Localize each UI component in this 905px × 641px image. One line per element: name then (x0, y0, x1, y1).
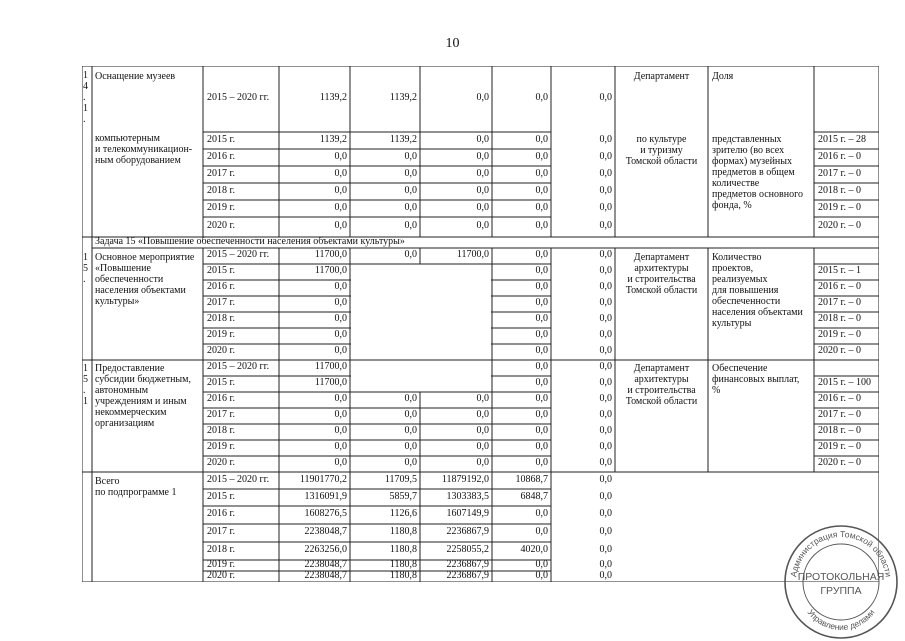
total-value-v1: 1608276,5 (304, 508, 347, 519)
value-cell-v4: 0,0 (535, 377, 548, 388)
total-value-v3: 2236867,9 (446, 558, 489, 570)
period-cell: 2015 г. (207, 133, 235, 145)
value-cell-v5: 0,0 (599, 220, 612, 231)
total-value-v2: 1180,8 (389, 544, 417, 555)
value-cell-v1: 11700,0 (314, 265, 347, 276)
row-number: 1 5 . 1 (83, 363, 88, 407)
page-number: 10 (445, 36, 460, 51)
measure-title-cont: компьютерным и телекоммуникацион- ным оборудованием (95, 133, 193, 166)
value-cell-v3: 0,0 (476, 425, 489, 436)
value-cell-v3: 0,0 (476, 441, 489, 452)
total-value-v5: 0,0 (599, 526, 612, 537)
total-value-v2: 1180,8 (389, 569, 417, 581)
period-cell: 2015 г. (207, 265, 235, 276)
period-cell: 2020 г. (207, 569, 235, 581)
totals-title: Всего по подпрограмме 1 (95, 476, 177, 498)
value-cell-v4: 0,0 (535, 249, 548, 260)
period-cell: 2015 – 2020 гг. (207, 92, 270, 103)
value-cell-v1: 0,0 (334, 441, 347, 452)
row-number: 1 5 . (83, 252, 88, 285)
period-cell: 2019 г. (207, 558, 235, 570)
value-cell-v2: 0,0 (404, 167, 417, 179)
value-cell-v4: 0,0 (535, 150, 548, 162)
target-cell: 2019 г. – 0 (818, 441, 861, 452)
total-value-v4: 4020,0 (520, 544, 548, 555)
value-cell-v5: 0,0 (599, 393, 612, 404)
total-value-v2: 1180,8 (389, 558, 417, 570)
total-value-v5: 0,0 (599, 569, 612, 581)
period-cell: 2015 – 2020 гг. (207, 249, 270, 260)
period-cell: 2015 – 2020 гг. (207, 361, 270, 372)
value-cell-v2: 0,0 (404, 150, 417, 162)
total-value-v1: 2238048,7 (304, 526, 347, 537)
value-cell-v3: 0,0 (476, 409, 489, 420)
total-value-v3: 11879192,0 (441, 473, 489, 485)
value-cell-v1: 11700,0 (314, 249, 347, 260)
period-cell: 2020 г. (207, 345, 235, 356)
value-cell-v4: 0,0 (535, 313, 548, 324)
value-cell-v4: 0,0 (535, 265, 548, 276)
value-cell-v3: 0,0 (476, 457, 489, 468)
value-cell-v2: 1139,2 (389, 133, 417, 145)
period-cell: 2020 г. (207, 220, 235, 231)
value-cell-v4: 0,0 (535, 133, 548, 145)
value-cell-v4: 0,0 (535, 297, 548, 308)
value-cell-v5: 0,0 (599, 329, 612, 340)
total-value-v4: 10868,7 (515, 473, 548, 485)
value-cell-v1: 0,0 (334, 201, 347, 213)
total-value-v3: 1303383,5 (446, 490, 489, 502)
value-cell-v1: 0,0 (334, 457, 347, 468)
period-cell: 2016 г. (207, 281, 235, 292)
value-cell-v5: 0,0 (599, 377, 612, 388)
value-cell-v4: 0,0 (535, 167, 548, 179)
value-cell-v5: 0,0 (599, 184, 612, 196)
stamp-line-1: ПРОТОКОЛЬНАЯ (797, 571, 885, 583)
merged-cell-mask (351, 375, 491, 377)
value-cell-v3: 0,0 (476, 92, 489, 103)
period-cell: 2016 г. (207, 150, 235, 162)
total-value-v1: 2263256,0 (304, 544, 347, 555)
total-value-v1: 1316091,9 (304, 490, 347, 502)
period-cell: 2015 г. (207, 490, 235, 502)
target-cell: 2020 г. – 0 (818, 457, 861, 468)
value-cell-v5: 0,0 (599, 150, 612, 162)
indicator-name: Обеспечение финансовых выплат, % (712, 363, 800, 396)
period-cell: 2017 г. (207, 167, 235, 179)
total-value-v1: 11901770,2 (299, 473, 347, 485)
period-cell: 2017 г. (207, 526, 235, 537)
period-cell: 2015 г. (207, 377, 235, 388)
value-cell-v2: 0,0 (404, 201, 417, 213)
value-cell-v5: 0,0 (599, 441, 612, 452)
value-cell-v4: 0,0 (535, 361, 548, 372)
target-cell: 2019 г. – 0 (818, 201, 861, 213)
period-cell: 2018 г. (207, 313, 235, 324)
period-cell: 2016 г. (207, 508, 235, 519)
value-cell-v1: 0,0 (334, 150, 347, 162)
task-15-heading: Задача 15 «Повышение обеспеченности населения объектами культуры» (95, 236, 405, 247)
period-cell: 2016 г. (207, 393, 235, 404)
target-cell: 2018 г. – 0 (818, 425, 861, 436)
target-cell: 2020 г. – 0 (818, 345, 861, 356)
total-value-v4: 6848,7 (520, 490, 548, 502)
total-value-v5: 0,0 (599, 508, 612, 519)
value-cell-v3: 0,0 (476, 220, 489, 231)
value-cell-v1: 0,0 (334, 281, 347, 292)
total-value-v5: 0,0 (599, 544, 612, 555)
responsible-dept-cont: по культуре и туризму Томской области (625, 134, 698, 167)
merged-cell-mask (351, 343, 491, 345)
value-cell-v5: 0,0 (599, 249, 612, 260)
target-cell: 2016 г. – 0 (818, 393, 861, 404)
value-cell-v4: 0,0 (535, 457, 548, 468)
target-cell: 2019 г. – 0 (818, 329, 861, 340)
value-cell-v4: 0,0 (535, 425, 548, 436)
value-cell-v1: 11700,0 (314, 377, 347, 388)
value-cell-v5: 0,0 (599, 457, 612, 468)
period-cell: 2019 г. (207, 201, 235, 213)
value-cell-v3: 0,0 (476, 184, 489, 196)
value-cell-v2: 0,0 (404, 220, 417, 231)
total-value-v4: 0,0 (535, 526, 548, 537)
total-value-v5: 0,0 (599, 558, 612, 570)
value-cell-v4: 0,0 (535, 345, 548, 356)
protocol-group-stamp (782, 523, 900, 641)
period-cell: 2017 г. (207, 409, 235, 420)
value-cell-v4: 0,0 (535, 92, 548, 103)
target-cell: 2015 г. – 1 (818, 265, 861, 276)
merged-cell-mask (351, 311, 491, 313)
value-cell-v1: 0,0 (334, 425, 347, 436)
period-cell: 2019 г. (207, 441, 235, 452)
period-cell: 2018 г. (207, 544, 235, 555)
merged-cell-mask (351, 279, 491, 281)
value-cell-v3: 11700,0 (456, 249, 489, 260)
measure-title: Основное мероприятие «Повышение обеспеченности населения объектами культуры» (95, 252, 195, 307)
target-cell: 2016 г. – 0 (818, 150, 861, 162)
value-cell-v2: 0,0 (404, 425, 417, 436)
value-cell-v3: 0,0 (476, 201, 489, 213)
total-value-v1: 2238048,7 (304, 558, 347, 570)
value-cell-v1: 0,0 (334, 184, 347, 196)
value-cell-v4: 0,0 (535, 409, 548, 420)
target-cell: 2017 г. – 0 (818, 167, 861, 179)
value-cell-v2: 0,0 (404, 249, 417, 260)
value-cell-v5: 0,0 (599, 281, 612, 292)
value-cell-v4: 0,0 (535, 281, 548, 292)
value-cell-v1: 1139,2 (319, 92, 347, 103)
value-cell-v3: 0,0 (476, 150, 489, 162)
value-cell-v1: 0,0 (334, 409, 347, 420)
total-value-v4: 0,0 (535, 508, 548, 519)
total-value-v5: 0,0 (599, 473, 612, 485)
value-cell-v5: 0,0 (599, 265, 612, 276)
value-cell-v1: 0,0 (334, 220, 347, 231)
total-value-v3: 1607149,9 (446, 508, 489, 519)
period-cell: 2018 г. (207, 425, 235, 436)
value-cell-v2: 0,0 (404, 409, 417, 420)
stamp-arc-bottom: Управление делами (805, 607, 877, 633)
total-value-v3: 2236867,9 (446, 526, 489, 537)
value-cell-v2: 1139,2 (389, 92, 417, 103)
total-value-v2: 1126,6 (389, 508, 417, 519)
value-cell-v4: 0,0 (535, 393, 548, 404)
total-value-v1: 2238048,7 (304, 569, 347, 581)
value-cell-v4: 0,0 (535, 201, 548, 213)
value-cell-v5: 0,0 (599, 133, 612, 145)
total-value-v3: 2236867,9 (446, 569, 489, 581)
value-cell-v4: 0,0 (535, 329, 548, 340)
target-cell: 2018 г. – 0 (818, 184, 861, 196)
target-cell: 2020 г. – 0 (818, 220, 861, 231)
responsible-dept: Департамент архитектуры и строительства Томской области (625, 252, 698, 296)
value-cell-v2: 0,0 (404, 393, 417, 404)
total-value-v5: 0,0 (599, 490, 612, 502)
value-cell-v3: 0,0 (476, 393, 489, 404)
responsible-dept: Департамент архитектуры и строительства Томской области (625, 363, 698, 407)
value-cell-v1: 0,0 (334, 345, 347, 356)
value-cell-v5: 0,0 (599, 167, 612, 179)
period-cell: 2019 г. (207, 329, 235, 340)
value-cell-v1: 0,0 (334, 329, 347, 340)
value-cell-v1: 11700,0 (314, 361, 347, 372)
value-cell-v1: 1139,2 (319, 133, 347, 145)
stamp-line-2: ГРУППА (820, 585, 862, 597)
value-cell-v1: 0,0 (334, 167, 347, 179)
period-cell: 2020 г. (207, 457, 235, 468)
value-cell-v4: 0,0 (535, 184, 548, 196)
value-cell-v2: 0,0 (404, 457, 417, 468)
merged-cell-mask (351, 327, 491, 329)
total-value-v2: 11709,5 (384, 473, 417, 485)
indicator-name-cont: представленных зрителю (во всех формах) музейных предметов в общем количестве предметов основного фонда, % (712, 134, 803, 211)
total-value-v2: 5859,7 (389, 490, 417, 502)
period-cell: 2017 г. (207, 297, 235, 308)
indicator-name: Доля (712, 71, 734, 82)
value-cell-v3: 0,0 (476, 133, 489, 145)
value-cell-v1: 0,0 (334, 393, 347, 404)
value-cell-v3: 0,0 (476, 167, 489, 179)
value-cell-v5: 0,0 (599, 361, 612, 372)
target-cell: 2017 г. – 0 (818, 297, 861, 308)
target-cell: 2018 г. – 0 (818, 313, 861, 324)
value-cell-v5: 0,0 (599, 409, 612, 420)
target-cell: 2015 г. – 28 (818, 133, 866, 145)
measure-title: Предоставление субсидии бюджетным, автономным учреждениям и иным некоммерческим организациям (95, 363, 191, 429)
value-cell-v2: 0,0 (404, 441, 417, 452)
merged-cell-mask (351, 295, 491, 297)
value-cell-v2: 0,0 (404, 184, 417, 196)
value-cell-v1: 0,0 (334, 313, 347, 324)
period-cell: 2018 г. (207, 184, 235, 196)
total-value-v4: 0,0 (535, 558, 548, 570)
target-cell: 2017 г. – 0 (818, 409, 861, 420)
value-cell-v4: 0,0 (535, 220, 548, 231)
total-value-v4: 0,0 (535, 569, 548, 581)
value-cell-v5: 0,0 (599, 313, 612, 324)
indicator-name: Количество проектов, реализуемых для повышения обеспеченности населения объектами культуры (712, 252, 803, 329)
value-cell-v1: 0,0 (334, 297, 347, 308)
target-cell: 2015 г. – 100 (818, 377, 871, 388)
period-cell: 2015 – 2020 гг. (207, 473, 270, 485)
total-value-v2: 1180,8 (389, 526, 417, 537)
subprogram-table (82, 66, 879, 582)
stamp-arc-top: Администрация Томской области (788, 528, 894, 578)
measure-title: Оснащение музеев (95, 71, 176, 82)
responsible-dept: Департамент (633, 71, 690, 82)
value-cell-v4: 0,0 (535, 441, 548, 452)
total-value-v3: 2258055,2 (446, 544, 489, 555)
target-cell: 2016 г. – 0 (818, 281, 861, 292)
value-cell-v5: 0,0 (599, 92, 612, 103)
value-cell-v5: 0,0 (599, 345, 612, 356)
row-number: 1 4 . 1 . (83, 70, 88, 125)
value-cell-v5: 0,0 (599, 297, 612, 308)
value-cell-v5: 0,0 (599, 425, 612, 436)
value-cell-v5: 0,0 (599, 201, 612, 213)
